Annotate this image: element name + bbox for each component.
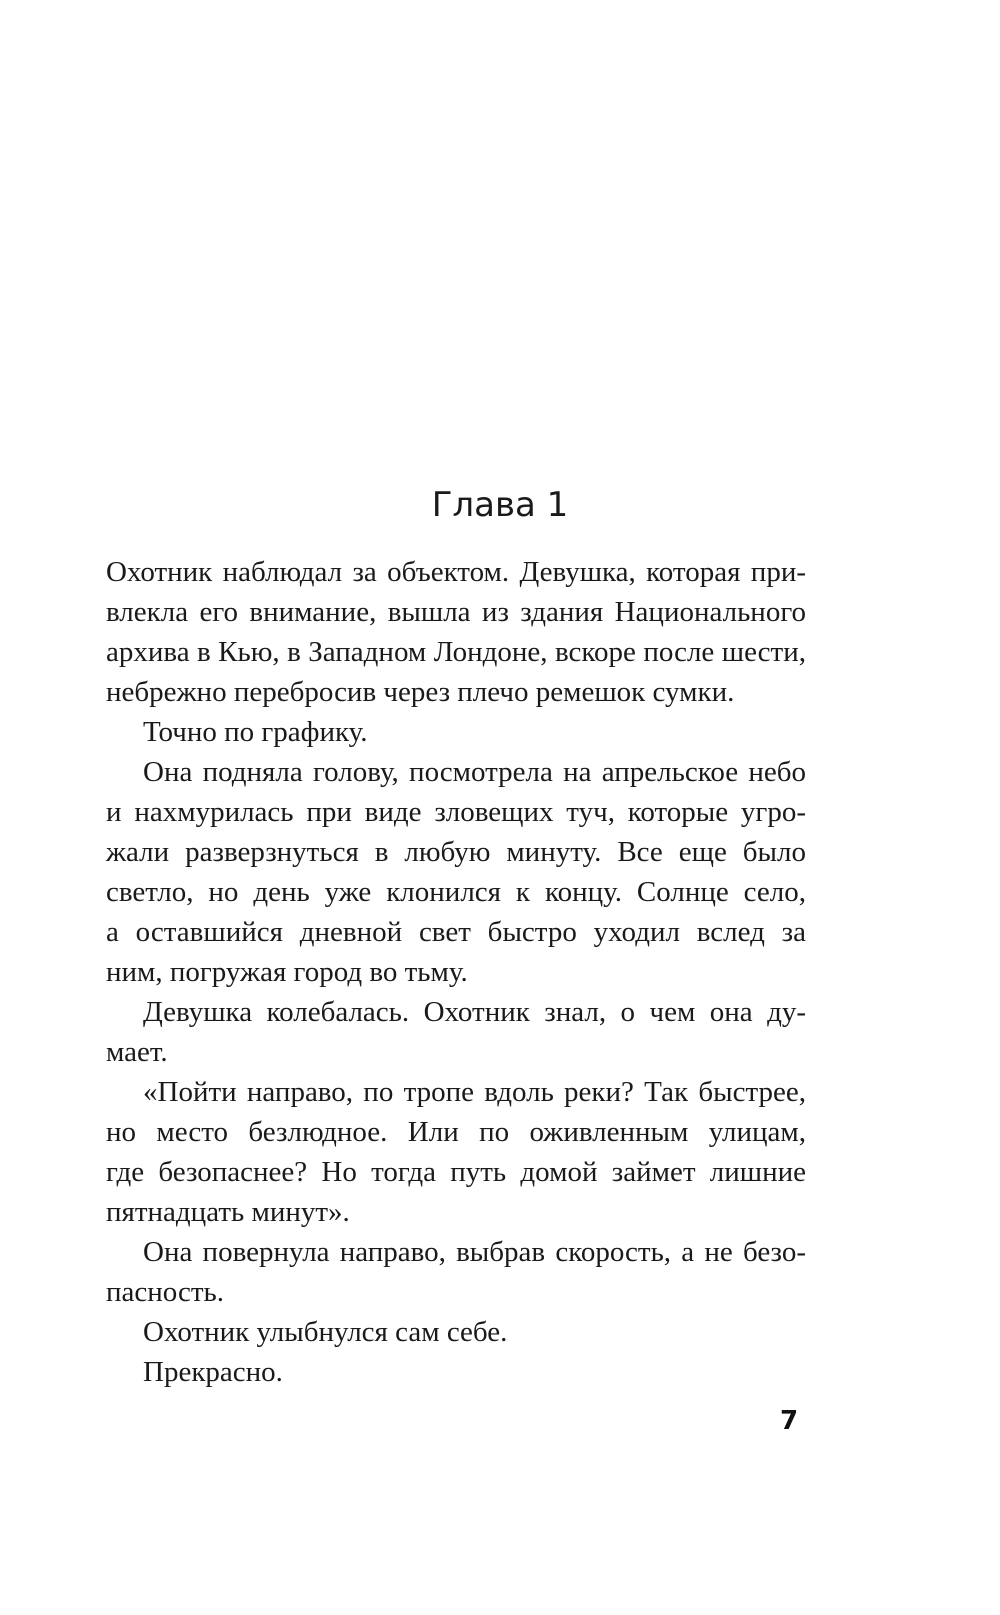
text-line: Точно по графику.	[143, 716, 368, 748]
text-line: и нахмурилась при виде зловещих туч, которые угро-	[106, 796, 806, 828]
page-number: 7	[780, 1406, 799, 1436]
text-line: Охотник наблюдал за объектом. Девушка, которая при-	[106, 556, 806, 588]
text-line: мает.	[106, 1036, 168, 1068]
text-line: а оставшийся дневной свет быстро уходил вслед за	[106, 916, 806, 948]
text-line: «Пойти направо, по тропе вдоль реки? Так быстрее,	[143, 1076, 806, 1108]
text-line: где безопаснее? Но тогда путь домой займет лишние	[106, 1156, 806, 1188]
text-line: влекла его внимание, вышла из здания Национального	[106, 596, 806, 628]
text-line: небрежно перебросив через плечо ремешок сумки.	[106, 676, 735, 708]
text-line: Охотник улыбнулся сам себе.	[143, 1316, 508, 1348]
text-line: Она подняла голову, посмотрела на апрельское небо	[143, 756, 806, 788]
text-line: светло, но день уже клонился к концу. Солнце село,	[106, 876, 806, 908]
text-line: Девушка колебалась. Охотник знал, о чем она ду-	[143, 996, 806, 1028]
text-line: архива в Кью, в Западном Лондоне, вскоре после шести,	[106, 636, 806, 668]
text-line: Прекрасно.	[143, 1356, 283, 1388]
chapter-title: Глава 1	[431, 485, 569, 525]
text-line: Она повернула направо, выбрав скорость, а не безо-	[143, 1236, 806, 1268]
text-line: ним, погружая город во тьму.	[106, 956, 468, 988]
text-line: пятнадцать минут».	[106, 1196, 350, 1228]
text-line: жали разверзнуться в любую минуту. Все еще было	[106, 836, 806, 868]
chapter-text	[106, 552, 806, 1392]
text-line: пасность.	[106, 1276, 225, 1308]
text-line: но место безлюдное. Или по оживленным улицам,	[106, 1116, 806, 1148]
